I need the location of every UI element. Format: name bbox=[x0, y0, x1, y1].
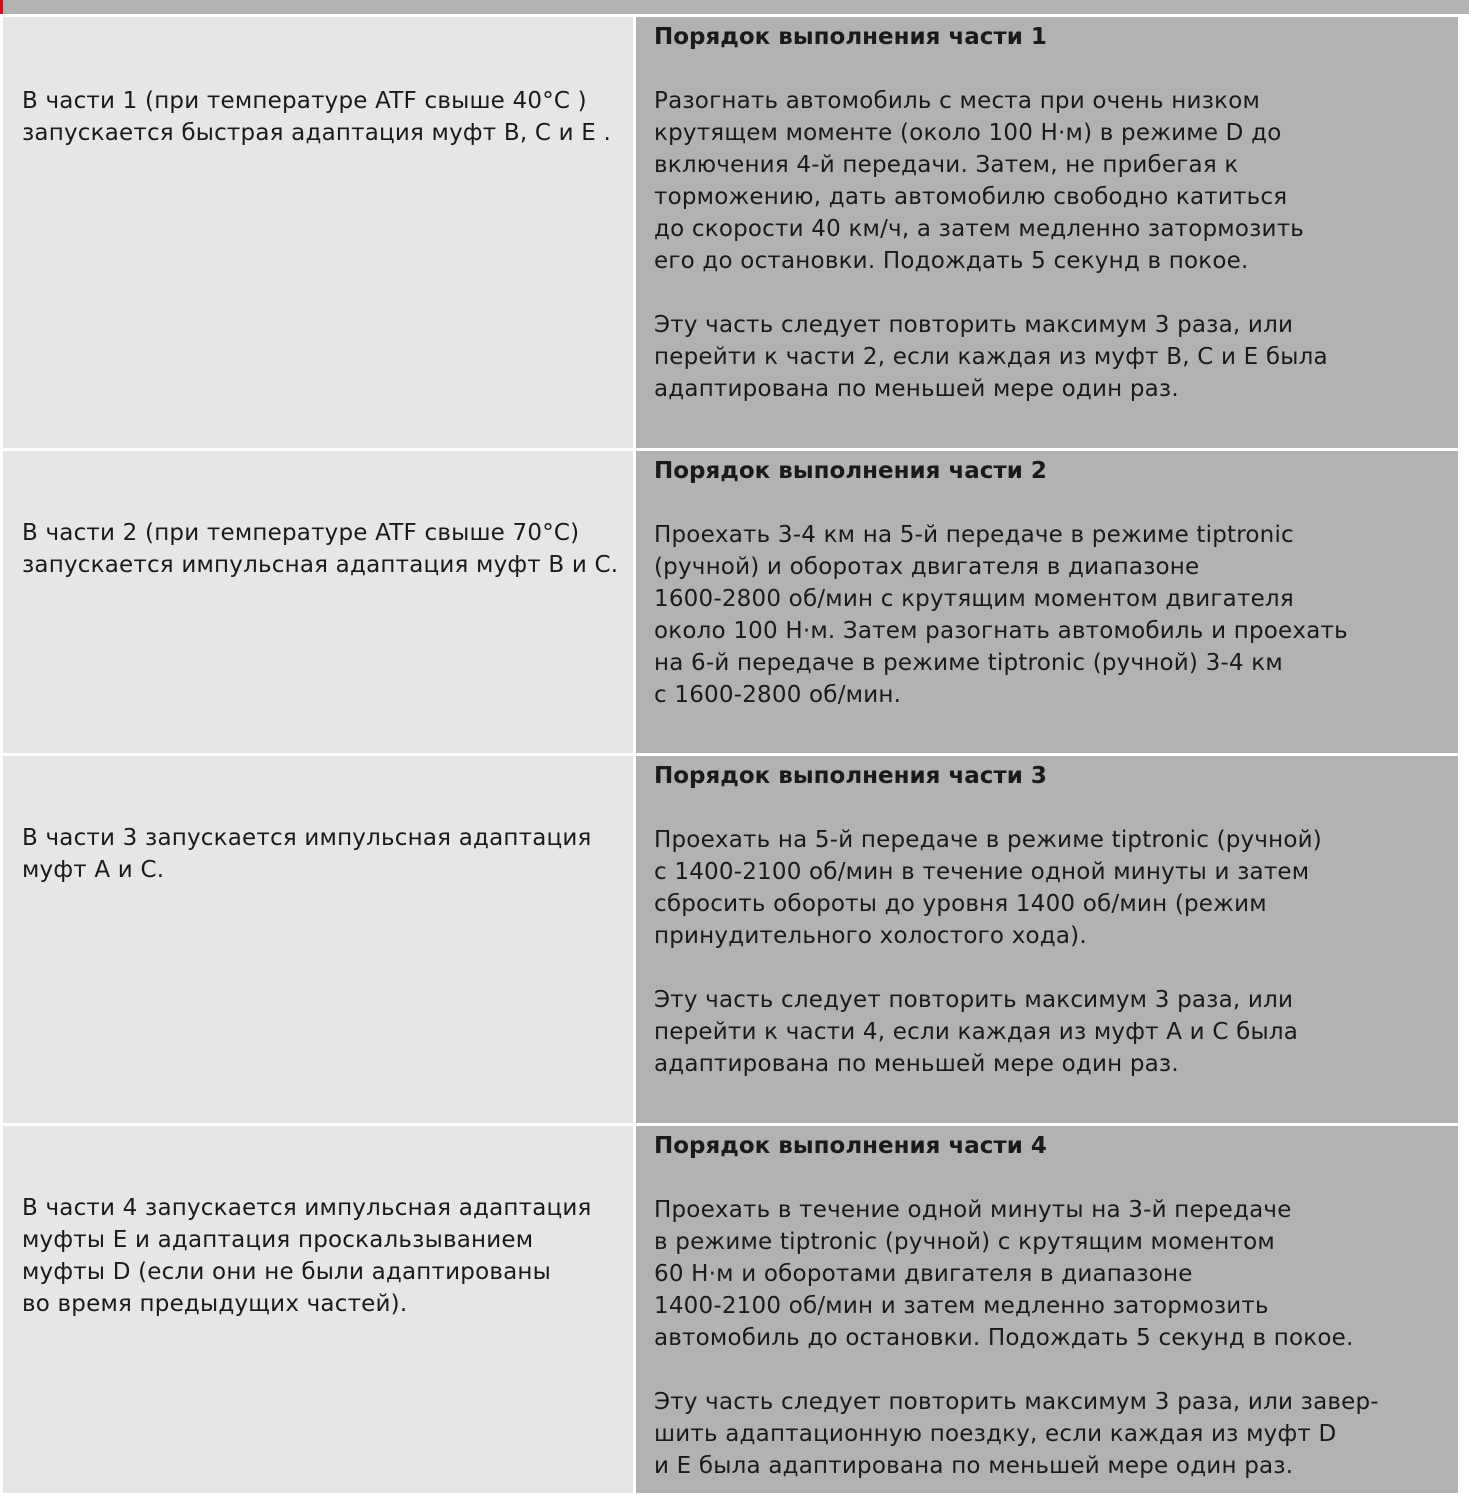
procedure-cell bbox=[636, 451, 1458, 753]
row-description-cell bbox=[3, 1126, 633, 1493]
row-description-cell bbox=[3, 451, 633, 753]
row-description: В части 2 (при температуре ATF свыше 70°C) запускается импульсная адаптация муфт B и C. bbox=[22, 520, 619, 578]
procedure-paragraph: Эту часть следует повторить максимум 3 раза, или перейти к части 2, если каждая из муфт B, C и E была адаптирована по меньшей мере один раз. bbox=[654, 312, 1328, 402]
table-row bbox=[3, 756, 1458, 1123]
red-accent-mark bbox=[0, 0, 3, 14]
procedure-cell bbox=[636, 1126, 1458, 1493]
procedure-paragraph: Разогнать автомобиль с места при очень низком крутящем моменте (около 100 Н·м) в режиме D до включения 4-й передачи. Затем, не прибегая к торможению, дать автомобилю свободно катиться до скорости 40 км/ч, а затем медленно затормозить его до остановки. Подождать 5 секунд в покое. bbox=[654, 88, 1305, 274]
procedure-paragraph: Проехать 3-4 км на 5-й передаче в режиме tiptronic (ручной) и оборотах двигателя в диапазоне 1600-2800 об/мин с крутящим моментом двигателя около 100 Н·м. Затем разогнать автомобиль и проехать на 6-й передаче в режиме tiptronic (ручной) 3-4 км с 1600-2800 об/мин. bbox=[654, 522, 1348, 708]
table-row bbox=[3, 1126, 1458, 1493]
row-description-cell bbox=[3, 756, 633, 1123]
row-description: В части 1 (при температуре ATF свыше 40°C ) запускается быстрая адаптация муфт B, C и E . bbox=[22, 88, 612, 146]
table-row bbox=[3, 17, 1458, 448]
adaptation-table bbox=[3, 17, 1458, 1493]
table-row bbox=[3, 451, 1458, 753]
row-description-cell bbox=[3, 17, 633, 448]
row-description: В части 4 запускается импульсная адаптация муфты E и адаптация проскальзыванием муфты D (если они не были адаптированы во время предыдущих частей). bbox=[22, 1195, 592, 1317]
procedure-heading: Порядок выполнения части 3 bbox=[654, 763, 1047, 789]
procedure-cell bbox=[636, 17, 1458, 448]
procedure-paragraph: Проехать на 5-й передаче в режиме tiptronic (ручной) с 1400-2100 об/мин в течение одной минуты и затем сбросить обороты до уровня 1400 об/мин (режим принудительного холостого хода). bbox=[654, 827, 1322, 949]
procedure-cell bbox=[636, 756, 1458, 1123]
procedure-paragraph: Эту часть следует повторить максимум 3 раза, или перейти к части 4, если каждая из муфт A и C была адаптирована по меньшей мере один раз. bbox=[654, 987, 1299, 1077]
top-bar bbox=[0, 0, 1469, 14]
row-description: В части 3 запускается импульсная адаптация муфт A и C. bbox=[22, 825, 592, 883]
procedure-paragraph: Проехать в течение одной минуты на 3-й передаче в режиме tiptronic (ручной) с крутящим моментом 60 Н·м и оборотами двигателя в диапазоне 1400-2100 об/мин и затем медленно затормозить автомобиль до остановки. Подождать 5 секунд в покое. bbox=[654, 1197, 1354, 1351]
procedure-heading: Порядок выполнения части 4 bbox=[654, 1133, 1047, 1159]
procedure-heading: Порядок выполнения части 2 bbox=[654, 458, 1047, 484]
procedure-heading: Порядок выполнения части 1 bbox=[654, 24, 1047, 50]
procedure-paragraph: Эту часть следует повторить максимум 3 раза, или завер- шить адаптационную поездку, если каждая из муфт D и E была адаптирована по меньшей мере один раз. bbox=[654, 1389, 1379, 1479]
